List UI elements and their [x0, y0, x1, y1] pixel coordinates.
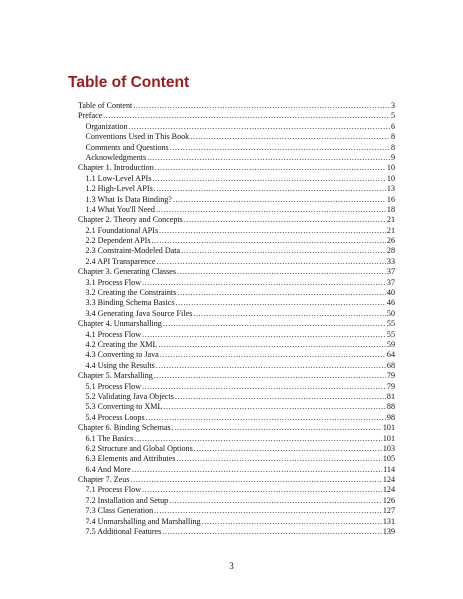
- toc-entry-title: Chapter 3. Generating Classes: [78, 267, 176, 277]
- toc-entry-title: 3.3 Binding Schema Basics: [85, 298, 175, 308]
- toc-leader-dots: [132, 465, 382, 475]
- toc-leader-dots: [147, 153, 390, 163]
- toc-entry-page: 127: [382, 506, 395, 516]
- toc-leader-dots: [175, 392, 386, 402]
- toc-leader-dots: [156, 205, 386, 215]
- toc-entry-page: 103: [382, 443, 395, 453]
- toc-leader-dots: [190, 132, 390, 142]
- toc-entry-title: 4.1 Process Flow: [85, 329, 142, 339]
- toc-entry-page: 3: [390, 101, 395, 110]
- toc-entry-title: 3.4 Generating Java Source Files: [85, 308, 193, 318]
- toc-entry-page: 37: [386, 277, 395, 287]
- toc-list: [78, 101, 395, 537]
- toc-entry-title: 5.4 Process Loops: [85, 412, 145, 422]
- toc-entry-page: 124: [382, 485, 395, 495]
- toc-entry-title: Chapter 6. Binding Schemas: [78, 423, 171, 433]
- toc-entry-title: Comments and Questions: [85, 142, 169, 152]
- toc-entry[interactable]: [78, 288, 395, 298]
- toc-entry-page: 101: [382, 433, 395, 443]
- toc-leader-dots: [193, 309, 386, 319]
- toc-entry[interactable]: [78, 246, 395, 256]
- toc-leader-dots: [154, 371, 386, 381]
- toc-entry[interactable]: [78, 454, 395, 464]
- toc-entry-page: 8: [390, 132, 395, 142]
- toc-leader-dots: [146, 413, 386, 423]
- toc-leader-dots: [142, 485, 382, 495]
- page-number: 3: [229, 561, 234, 571]
- toc-entry[interactable]: [78, 153, 395, 163]
- toc-entry-page: 101: [382, 423, 395, 433]
- toc-entry[interactable]: [78, 423, 395, 433]
- toc-entry-title: 1.2 High-Level APIs: [85, 184, 153, 194]
- toc-leader-dots: [163, 319, 386, 329]
- toc-leader-dots: [176, 298, 386, 308]
- toc-entry[interactable]: [78, 434, 395, 444]
- toc-entry[interactable]: [78, 319, 395, 329]
- toc-entry-title: 1.1 Low-Level APIs: [85, 173, 152, 183]
- toc-leader-dots: [172, 423, 382, 433]
- toc-leader-dots: [169, 496, 382, 506]
- toc-entry-page: 9: [390, 152, 395, 162]
- toc-leader-dots: [142, 382, 386, 392]
- toc-entry-title: Chapter 5. Marshalling: [78, 371, 153, 381]
- toc-leader-dots: [155, 163, 386, 173]
- toc-entry[interactable]: [78, 392, 395, 402]
- toc-entry-page: 114: [383, 464, 395, 474]
- toc-entry[interactable]: [78, 236, 395, 246]
- toc-leader-dots: [142, 330, 386, 340]
- toc-entry-page: 131: [382, 516, 395, 526]
- toc-entry-page: 37: [386, 267, 395, 277]
- toc-entry[interactable]: [78, 309, 395, 319]
- toc-entry-title: Preface: [78, 111, 103, 121]
- toc-entry-title: 1.4 What You'll Need: [85, 204, 155, 214]
- toc-entry-page: 59: [386, 339, 395, 349]
- toc-entry-page: 5: [390, 111, 395, 121]
- toc-entry-page: 50: [386, 308, 395, 318]
- toc-entry-title: 2.2 Dependent APIs: [85, 236, 151, 246]
- toc-leader-dots: [156, 361, 386, 371]
- toc-entry[interactable]: [78, 496, 395, 506]
- toc-entry[interactable]: [78, 111, 395, 121]
- toc-entry-page: 33: [386, 256, 395, 266]
- toc-entry[interactable]: [78, 361, 395, 371]
- toc-entry-page: 28: [386, 246, 395, 256]
- toc-entry[interactable]: [78, 371, 395, 381]
- toc-entry[interactable]: [78, 485, 395, 495]
- toc-entry-page: 26: [386, 236, 395, 246]
- toc-entry[interactable]: [78, 298, 395, 308]
- toc-entry-page: 46: [386, 298, 395, 308]
- toc-entry-page: 64: [386, 350, 395, 360]
- toc-entry-page: 79: [386, 381, 395, 391]
- toc-leader-dots: [156, 257, 385, 267]
- toc-leader-dots: [142, 278, 386, 288]
- toc-leader-dots: [160, 350, 386, 360]
- toc-entry-title: 7.3 Class Generation: [85, 506, 154, 516]
- toc-entry-title: Table of Content: [78, 101, 133, 110]
- toc-entry[interactable]: [78, 340, 395, 350]
- toc-leader-dots: [176, 454, 381, 464]
- toc-entry[interactable]: [78, 226, 395, 236]
- toc-entry-page: 10: [386, 173, 395, 183]
- toc-entry[interactable]: [78, 132, 395, 142]
- toc-leader-dots: [154, 506, 382, 516]
- toc-entry-page: 68: [386, 360, 395, 370]
- toc-entry-title: 5.3 Converting to XML: [85, 402, 163, 412]
- toc-leader-dots: [159, 226, 386, 236]
- toc-entry-title: 2.1 Foundational APIs: [85, 225, 159, 235]
- toc-entry-title: 2.3 Constraint-Modeled Data: [85, 246, 181, 256]
- toc-entry[interactable]: [78, 163, 395, 173]
- toc-entry[interactable]: [78, 278, 395, 288]
- toc-entry-title: 7.2 Installation and Setup: [85, 495, 169, 505]
- toc-entry[interactable]: [78, 413, 395, 423]
- toc-entry-title: 7.5 Additional Features: [85, 527, 162, 537]
- toc-leader-dots: [173, 195, 386, 205]
- toc-entry[interactable]: [78, 475, 395, 485]
- toc-leader-dots: [163, 402, 386, 412]
- toc-entry-page: 79: [386, 371, 395, 381]
- toc-entry-title: 5.1 Process Flow: [85, 381, 142, 391]
- toc-leader-dots: [103, 111, 390, 121]
- toc-leader-dots: [129, 122, 390, 132]
- toc-leader-dots: [177, 288, 386, 298]
- toc-entry-page: 40: [386, 288, 395, 298]
- toc-entry[interactable]: [78, 122, 395, 132]
- toc-entry-page: 98: [386, 412, 395, 422]
- toc-leader-dots: [130, 475, 381, 485]
- toc-entry[interactable]: [78, 465, 395, 475]
- toc-entry[interactable]: [78, 143, 395, 153]
- toc-entry-page: 139: [382, 527, 395, 537]
- toc-entry-title: 5.2 Validating Java Objects: [85, 391, 174, 401]
- toc-entry-title: 7.4 Unmarshalling and Marshalling: [85, 516, 201, 526]
- toc-entry[interactable]: [78, 184, 395, 194]
- toc-entry-title: Chapter 2. Theory and Concepts: [78, 215, 183, 225]
- toc-entry[interactable]: [78, 350, 395, 360]
- toc-entry-page: 13: [386, 184, 395, 194]
- toc-entry-title: Conventions Used in This Book: [85, 132, 190, 142]
- toc-entry-title: 1.3 What Is Data Binding?: [85, 194, 172, 204]
- toc-entry-title: Chapter 7. Zeus: [78, 475, 130, 485]
- toc-entry[interactable]: [78, 195, 395, 205]
- toc-entry-page: 124: [382, 475, 395, 485]
- toc-leader-dots: [202, 517, 382, 527]
- toc-entry[interactable]: [78, 444, 395, 454]
- toc-entry-page: 55: [386, 319, 395, 329]
- toc-entry[interactable]: [78, 174, 395, 184]
- toc-leader-dots: [158, 340, 385, 350]
- toc-entry[interactable]: [78, 205, 395, 215]
- toc-entry-title: 7.1 Process Flow: [85, 485, 142, 495]
- toc-entry-title: 2.4 API Transparence: [85, 256, 156, 266]
- toc-leader-dots: [177, 267, 386, 277]
- toc-entry-title: 4.4 Using the Results: [85, 360, 155, 370]
- toc-entry[interactable]: [78, 257, 395, 267]
- toc-entry[interactable]: [78, 517, 395, 527]
- toc-entry[interactable]: [78, 382, 395, 392]
- toc-entry-title: Chapter 4. Unmarshalling: [78, 319, 162, 329]
- toc-leader-dots: [152, 174, 386, 184]
- toc-leader-dots: [184, 215, 386, 225]
- toc-leader-dots: [151, 236, 385, 246]
- toc-entry-page: 6: [390, 121, 395, 131]
- toc-entry-page: 81: [386, 391, 395, 401]
- toc-entry[interactable]: [78, 267, 395, 277]
- toc-entry-title: 4.2 Creating the XML: [85, 339, 158, 349]
- toc-entry-page: 18: [386, 204, 395, 214]
- toc-entry-title: 6.1 The Basics: [85, 433, 134, 443]
- toc-leader-dots: [194, 444, 382, 454]
- toc-entry-page: 55: [386, 329, 395, 339]
- toc-entry-page: 21: [386, 215, 395, 225]
- toc-leader-dots: [181, 246, 386, 256]
- toc-leader-dots: [133, 101, 390, 111]
- toc-entry-title: 6.4 And More: [85, 464, 131, 474]
- toc-entry-page: 88: [386, 402, 395, 412]
- toc-entry[interactable]: [78, 527, 395, 537]
- toc-entry-page: 105: [382, 454, 395, 464]
- toc-entry[interactable]: [78, 330, 395, 340]
- toc-entry[interactable]: [78, 215, 395, 225]
- toc-entry-title: Acknowledgments: [85, 152, 147, 162]
- toc-entry-title: 6.2 Structure and Global Options: [85, 443, 193, 453]
- toc-entry-page: 21: [386, 225, 395, 235]
- toc-entry[interactable]: [78, 402, 395, 412]
- toc-entry-title: 4.3 Converting to Java: [85, 350, 159, 360]
- toc-entry-page: 126: [382, 495, 395, 505]
- toc-entry-page: 10: [386, 163, 395, 173]
- toc-entry-title: Chapter 1. Introduction: [78, 163, 154, 173]
- toc-leader-dots: [134, 434, 382, 444]
- toc-entry-title: 6.3 Elements and Attributes: [85, 454, 176, 464]
- toc-entry-title: 3.2 Creating the Constraints: [85, 288, 177, 298]
- toc-entry-title: Organization: [85, 121, 128, 131]
- toc-leader-dots: [154, 184, 386, 194]
- toc-entry-title: 3.1 Process Flow: [85, 277, 142, 287]
- toc-leader-dots: [170, 143, 390, 153]
- toc-entry[interactable]: [78, 506, 395, 516]
- toc-entry-page: 16: [386, 194, 395, 204]
- toc-entry[interactable]: [78, 101, 395, 111]
- toc-entry-page: 8: [390, 142, 395, 152]
- toc-heading: Table of Content: [68, 74, 190, 91]
- toc-leader-dots: [162, 527, 382, 537]
